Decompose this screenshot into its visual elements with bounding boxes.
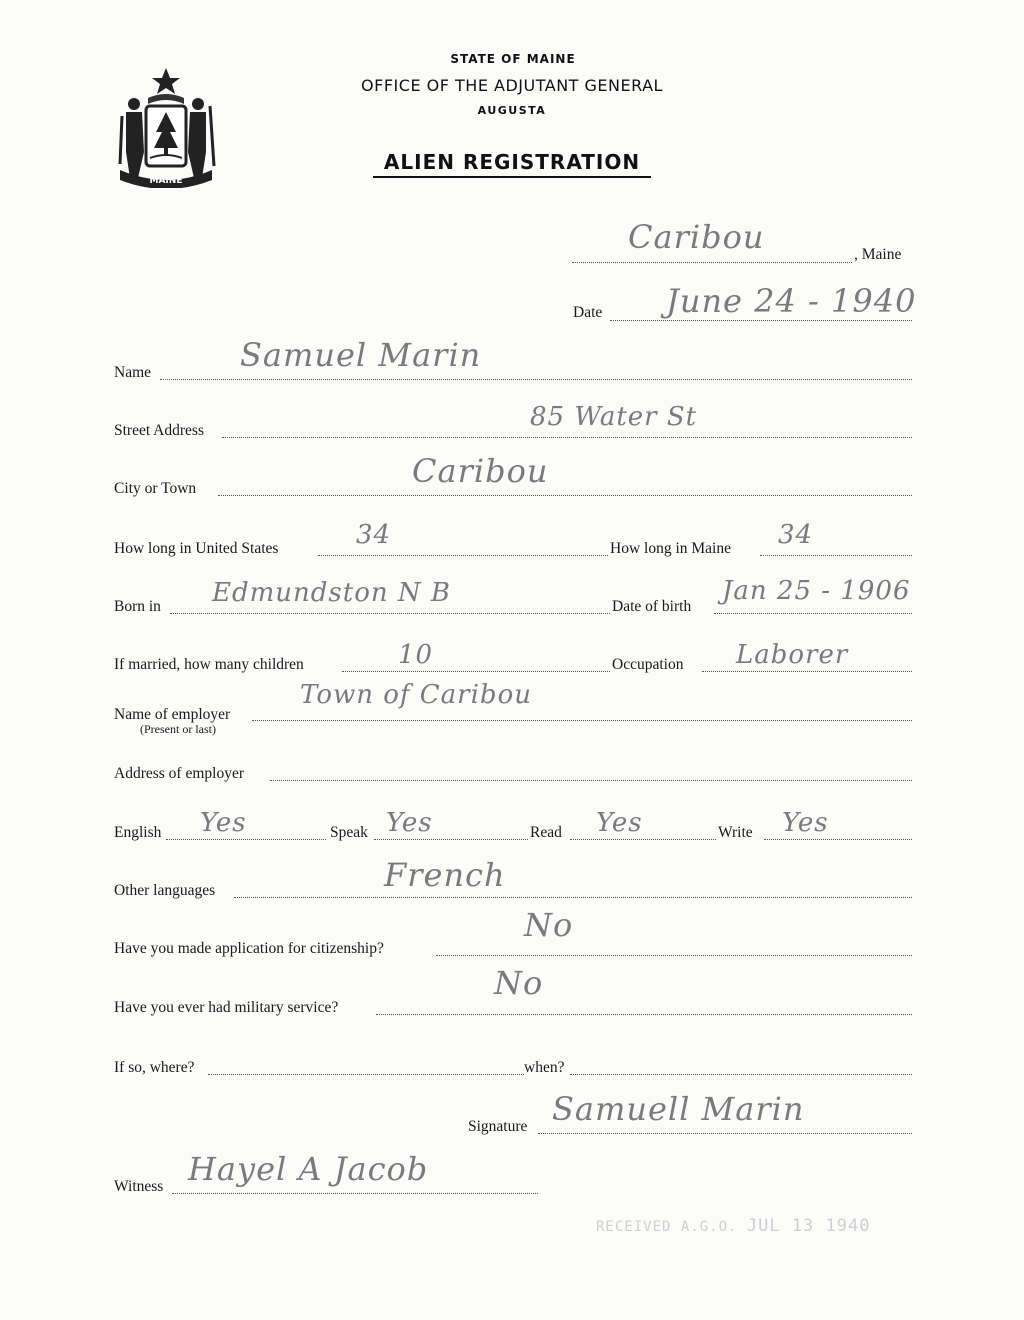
speak-entry: Yes bbox=[386, 808, 433, 838]
children-line bbox=[342, 671, 610, 672]
military-label: Have you ever had military service? bbox=[114, 999, 339, 1016]
received-stamp bbox=[596, 1216, 870, 1236]
place-line bbox=[572, 262, 852, 263]
citizenship-line bbox=[436, 955, 912, 956]
write-entry: Yes bbox=[782, 808, 829, 838]
how-long-us-label: How long in United States bbox=[114, 540, 279, 557]
city-entry: Caribou bbox=[412, 452, 549, 490]
if-so-where-label: If so, where? bbox=[114, 1059, 195, 1076]
received-stamp-date: JUL 13 1940 bbox=[746, 1216, 871, 1236]
other-languages-entry: French bbox=[384, 856, 506, 894]
when-label: when? bbox=[524, 1059, 565, 1076]
header-city: AUGUSTA bbox=[477, 104, 547, 117]
occupation-label: Occupation bbox=[612, 656, 684, 673]
how-long-us-entry: 34 bbox=[356, 520, 392, 550]
when-line bbox=[570, 1074, 912, 1075]
how-long-maine-label: How long in Maine bbox=[610, 540, 731, 557]
employer-line bbox=[252, 720, 912, 721]
date-of-birth-line bbox=[714, 613, 912, 614]
born-in-line bbox=[170, 613, 610, 614]
street-label: Street Address bbox=[114, 422, 204, 439]
employer-address-label: Address of employer bbox=[114, 765, 244, 782]
form-title: ALIEN REGISTRATION bbox=[383, 150, 641, 174]
speak-label: Speak bbox=[330, 824, 368, 841]
how-long-us-line bbox=[318, 555, 608, 556]
other-languages-line bbox=[234, 897, 912, 898]
read-line bbox=[570, 839, 716, 840]
name-label: Name bbox=[114, 364, 152, 381]
employer-entry: Town of Caribou bbox=[300, 680, 532, 710]
svg-text:MAINE: MAINE bbox=[149, 176, 183, 186]
speak-line bbox=[374, 839, 528, 840]
english-line bbox=[166, 839, 326, 840]
born-in-label: Born in bbox=[114, 598, 161, 615]
employer-note: (Present or last) bbox=[140, 722, 216, 736]
name-entry: Samuel Marin bbox=[240, 336, 482, 374]
occupation-entry: Laborer bbox=[736, 640, 849, 670]
military-entry: No bbox=[494, 964, 544, 1002]
military-line bbox=[376, 1014, 912, 1015]
write-label: Write bbox=[718, 824, 753, 841]
date-of-birth-label: Date of birth bbox=[612, 598, 692, 615]
date-line bbox=[610, 320, 912, 321]
read-entry: Yes bbox=[596, 808, 643, 838]
street-entry: 85 Water St bbox=[530, 402, 698, 432]
place-entry: Caribou bbox=[628, 218, 765, 256]
children-entry: 10 bbox=[398, 640, 434, 670]
where-line bbox=[208, 1074, 524, 1075]
other-languages-label: Other languages bbox=[114, 882, 216, 899]
how-long-maine-entry: 34 bbox=[778, 520, 814, 550]
maine-label: , Maine bbox=[854, 246, 902, 263]
city-label: City or Town bbox=[114, 480, 197, 497]
signature-entry: Samuell Marin bbox=[552, 1090, 805, 1128]
employer-label: Name of employer bbox=[114, 706, 231, 723]
born-in-entry: Edmundston N B bbox=[212, 578, 451, 608]
date-of-birth-entry: Jan 25 - 1906 bbox=[722, 576, 911, 606]
english-entry: Yes bbox=[200, 808, 247, 838]
street-line bbox=[222, 437, 912, 438]
received-stamp-text: RECEIVED A.G.O. bbox=[596, 1219, 738, 1235]
citizenship-entry: No bbox=[524, 906, 574, 944]
witness-line bbox=[172, 1193, 538, 1194]
employer-address-line bbox=[270, 780, 912, 781]
citizenship-label: Have you made application for citizenship? bbox=[114, 940, 384, 957]
city-line bbox=[218, 495, 912, 496]
header-office: OFFICE OF THE ADJUTANT GENERAL bbox=[361, 76, 663, 95]
english-label: English bbox=[114, 824, 162, 841]
how-long-maine-line bbox=[760, 555, 912, 556]
signature-line bbox=[538, 1133, 912, 1134]
header-state: STATE OF MAINE bbox=[450, 52, 576, 66]
date-label: Date bbox=[573, 304, 603, 321]
write-line bbox=[764, 839, 912, 840]
name-line bbox=[160, 379, 912, 380]
signature-label: Signature bbox=[468, 1118, 528, 1135]
children-label: If married, how many children bbox=[114, 656, 304, 673]
date-entry: June 24 - 1940 bbox=[666, 282, 917, 320]
title-underline bbox=[373, 176, 651, 178]
witness-entry: Hayel A Jacob bbox=[188, 1150, 429, 1188]
read-label: Read bbox=[530, 824, 562, 841]
witness-label: Witness bbox=[114, 1178, 164, 1195]
occupation-line bbox=[702, 671, 912, 672]
